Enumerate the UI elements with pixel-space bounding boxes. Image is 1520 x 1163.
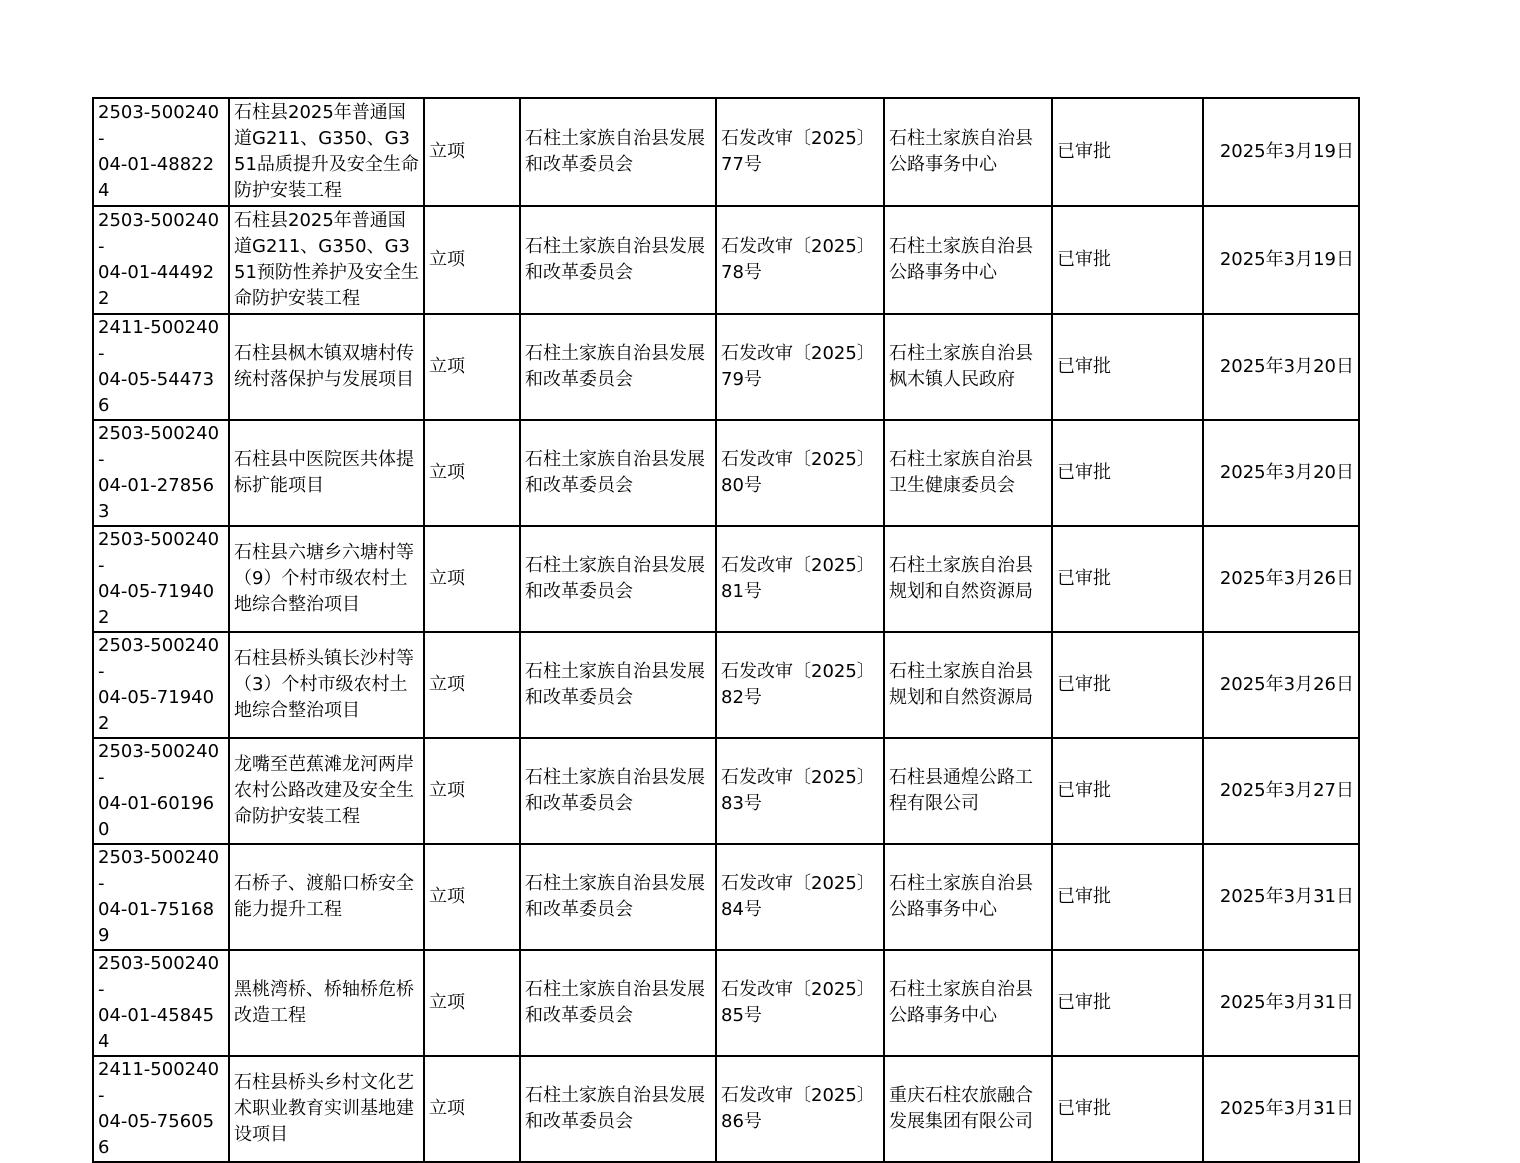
approval-date-cell: 2025年3月19日 bbox=[1203, 98, 1359, 206]
table-row bbox=[93, 844, 1359, 950]
status-cell: 已审批 bbox=[1052, 1056, 1203, 1162]
project-name-cell: 石柱县中医院医共体提标扩能项目 bbox=[229, 420, 424, 526]
approval-date-cell: 2025年3月26日 bbox=[1203, 526, 1359, 632]
document-number-cell: 石发改审〔2025〕80号 bbox=[716, 420, 884, 526]
project-code-cell: 2503-500240- 04-01-751689 bbox=[93, 844, 229, 950]
project-unit-cell: 重庆石柱农旅融合发展集团有限公司 bbox=[884, 1056, 1052, 1162]
document-number-cell: 石发改审〔2025〕83号 bbox=[716, 738, 884, 844]
approval-authority-cell: 石柱土家族自治县发展和改革委员会 bbox=[520, 632, 716, 738]
project-code-cell: 2411-500240- 04-05-756056 bbox=[93, 1056, 229, 1162]
document-number-cell: 石发改审〔2025〕79号 bbox=[716, 314, 884, 420]
approval-type-cell: 立项 bbox=[424, 738, 520, 844]
project-name-cell: 石柱县六塘乡六塘村等（9）个村市级农村土地综合整治项目 bbox=[229, 526, 424, 632]
project-unit-cell: 石柱土家族自治县公路事务中心 bbox=[884, 950, 1052, 1056]
document-number-cell: 石发改审〔2025〕84号 bbox=[716, 844, 884, 950]
status-cell: 已审批 bbox=[1052, 206, 1203, 314]
approval-date-cell: 2025年3月20日 bbox=[1203, 420, 1359, 526]
project-unit-cell: 石柱土家族自治县枫木镇人民政府 bbox=[884, 314, 1052, 420]
project-code-cell: 2411-500240- 04-05-544736 bbox=[93, 314, 229, 420]
approval-date-cell: 2025年3月27日 bbox=[1203, 738, 1359, 844]
document-number-cell: 石发改审〔2025〕86号 bbox=[716, 1056, 884, 1162]
table-row bbox=[93, 738, 1359, 844]
project-name-cell: 石桥子、渡船口桥安全能力提升工程 bbox=[229, 844, 424, 950]
approval-authority-cell: 石柱土家族自治县发展和改革委员会 bbox=[520, 420, 716, 526]
status-cell: 已审批 bbox=[1052, 98, 1203, 206]
project-name-cell: 石柱县桥头镇长沙村等（3）个村市级农村土地综合整治项目 bbox=[229, 632, 424, 738]
table-row bbox=[93, 420, 1359, 526]
approval-authority-cell: 石柱土家族自治县发展和改革委员会 bbox=[520, 950, 716, 1056]
approval-date-cell: 2025年3月31日 bbox=[1203, 950, 1359, 1056]
approval-type-cell: 立项 bbox=[424, 314, 520, 420]
project-name-cell: 石柱县2025年普通国道G211、G350、G351预防性养护及安全生命防护安装工程 bbox=[229, 206, 424, 314]
project-code-cell: 2503-500240- 04-01-488224 bbox=[93, 98, 229, 206]
project-unit-cell: 石柱土家族自治县公路事务中心 bbox=[884, 206, 1052, 314]
table-row bbox=[93, 98, 1359, 206]
document-number-cell: 石发改审〔2025〕85号 bbox=[716, 950, 884, 1056]
approval-authority-cell: 石柱土家族自治县发展和改革委员会 bbox=[520, 314, 716, 420]
project-name-cell: 黑桃湾桥、桥轴桥危桥改造工程 bbox=[229, 950, 424, 1056]
status-cell: 已审批 bbox=[1052, 314, 1203, 420]
approval-authority-cell: 石柱土家族自治县发展和改革委员会 bbox=[520, 738, 716, 844]
approval-type-cell: 立项 bbox=[424, 526, 520, 632]
status-cell: 已审批 bbox=[1052, 844, 1203, 950]
project-name-cell: 石柱县枫木镇双塘村传统村落保护与发展项目 bbox=[229, 314, 424, 420]
project-code-cell: 2503-500240- 04-01-601960 bbox=[93, 738, 229, 844]
approval-type-cell: 立项 bbox=[424, 206, 520, 314]
status-cell: 已审批 bbox=[1052, 632, 1203, 738]
approval-type-cell: 立项 bbox=[424, 950, 520, 1056]
approval-authority-cell: 石柱土家族自治县发展和改革委员会 bbox=[520, 1056, 716, 1162]
document-number-cell: 石发改审〔2025〕82号 bbox=[716, 632, 884, 738]
table-row bbox=[93, 1056, 1359, 1162]
project-code-cell: 2503-500240- 04-05-719402 bbox=[93, 526, 229, 632]
project-unit-cell: 石柱县通煌公路工程有限公司 bbox=[884, 738, 1052, 844]
status-cell: 已审批 bbox=[1052, 950, 1203, 1056]
document-number-cell: 石发改审〔2025〕77号 bbox=[716, 98, 884, 206]
document-number-cell: 石发改审〔2025〕78号 bbox=[716, 206, 884, 314]
approval-date-cell: 2025年3月19日 bbox=[1203, 206, 1359, 314]
approval-date-cell: 2025年3月20日 bbox=[1203, 314, 1359, 420]
status-cell: 已审批 bbox=[1052, 526, 1203, 632]
approval-authority-cell: 石柱土家族自治县发展和改革委员会 bbox=[520, 206, 716, 314]
table-row bbox=[93, 206, 1359, 314]
table-row bbox=[93, 950, 1359, 1056]
table-row bbox=[93, 526, 1359, 632]
project-unit-cell: 石柱土家族自治县公路事务中心 bbox=[884, 98, 1052, 206]
project-unit-cell: 石柱土家族自治县规划和自然资源局 bbox=[884, 632, 1052, 738]
approval-authority-cell: 石柱土家族自治县发展和改革委员会 bbox=[520, 98, 716, 206]
table-row bbox=[93, 314, 1359, 420]
project-name-cell: 龙嘴至芭蕉滩龙河两岸农村公路改建及安全生命防护安装工程 bbox=[229, 738, 424, 844]
approval-date-cell: 2025年3月26日 bbox=[1203, 632, 1359, 738]
project-name-cell: 石柱县桥头乡村文化艺术职业教育实训基地建设项目 bbox=[229, 1056, 424, 1162]
approval-type-cell: 立项 bbox=[424, 844, 520, 950]
approval-type-cell: 立项 bbox=[424, 98, 520, 206]
approval-date-cell: 2025年3月31日 bbox=[1203, 844, 1359, 950]
approval-type-cell: 立项 bbox=[424, 420, 520, 526]
project-name-cell: 石柱县2025年普通国道G211、G350、G351品质提升及安全生命防护安装工程 bbox=[229, 98, 424, 206]
project-code-cell: 2503-500240- 04-01-444922 bbox=[93, 206, 229, 314]
status-cell: 已审批 bbox=[1052, 738, 1203, 844]
approval-authority-cell: 石柱土家族自治县发展和改革委员会 bbox=[520, 844, 716, 950]
approval-type-cell: 立项 bbox=[424, 632, 520, 738]
project-code-cell: 2503-500240- 04-01-458454 bbox=[93, 950, 229, 1056]
project-code-cell: 2503-500240- 04-05-719402 bbox=[93, 632, 229, 738]
approval-type-cell: 立项 bbox=[424, 1056, 520, 1162]
approval-table bbox=[92, 97, 1360, 1163]
status-cell: 已审批 bbox=[1052, 420, 1203, 526]
document-number-cell: 石发改审〔2025〕81号 bbox=[716, 526, 884, 632]
approval-date-cell: 2025年3月31日 bbox=[1203, 1056, 1359, 1162]
table-row bbox=[93, 632, 1359, 738]
project-unit-cell: 石柱土家族自治县公路事务中心 bbox=[884, 844, 1052, 950]
approval-authority-cell: 石柱土家族自治县发展和改革委员会 bbox=[520, 526, 716, 632]
project-unit-cell: 石柱土家族自治县卫生健康委员会 bbox=[884, 420, 1052, 526]
project-code-cell: 2503-500240- 04-01-278563 bbox=[93, 420, 229, 526]
project-unit-cell: 石柱土家族自治县规划和自然资源局 bbox=[884, 526, 1052, 632]
